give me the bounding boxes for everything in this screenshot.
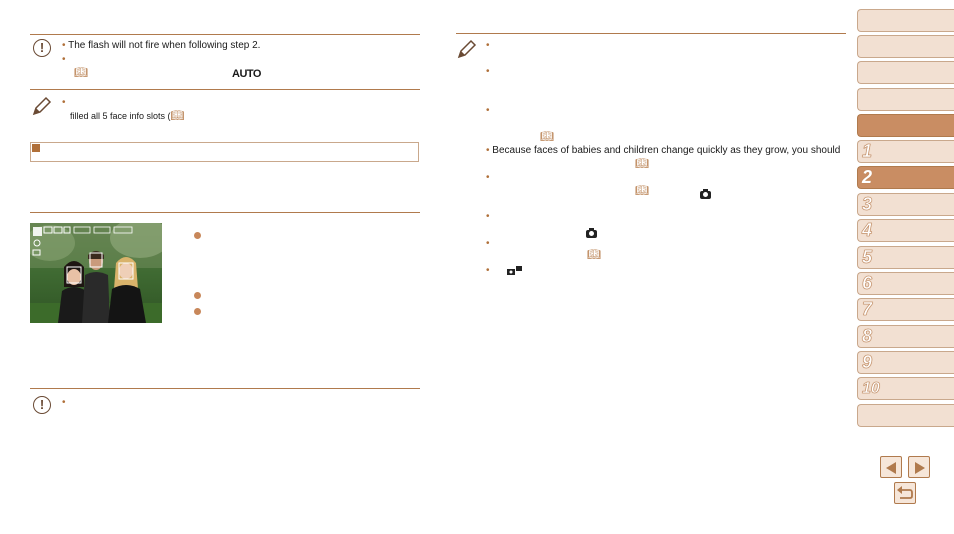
- bullet: •: [486, 105, 490, 116]
- bullet: •: [486, 40, 490, 51]
- sidebar-tab-chapter-9[interactable]: [857, 351, 954, 374]
- return-button[interactable]: [894, 482, 916, 504]
- caution-item: [62, 54, 66, 66]
- bullet: •: [486, 238, 490, 249]
- return-arrow-icon: [895, 483, 915, 503]
- section-rule: [30, 212, 420, 213]
- caution-item: [62, 397, 66, 409]
- sidebar-tab-cover[interactable]: [857, 9, 954, 32]
- chapter-number: 10: [862, 379, 880, 397]
- chapter-number: 1: [862, 141, 873, 161]
- caution-item: [62, 40, 260, 52]
- note-item: [486, 238, 490, 250]
- sidebar-tab-chapter-4[interactable]: [857, 219, 954, 242]
- bullet: •: [486, 172, 490, 183]
- bullet: •: [486, 265, 490, 276]
- page-ref-icon: 📖︎: [170, 110, 185, 122]
- bullet: •: [62, 97, 66, 108]
- sidebar-tab-chapter-3[interactable]: [857, 193, 954, 216]
- sidebar-tab-chapter-10[interactable]: [857, 377, 954, 400]
- sidebar-tab-contents[interactable]: [857, 35, 954, 58]
- camera-screen-photo: [30, 223, 162, 323]
- subheading-marker: [32, 144, 40, 152]
- chapter-number: 4: [862, 220, 873, 240]
- sidebar-tab-advanced-guide[interactable]: [857, 88, 954, 111]
- note-item: [62, 97, 66, 109]
- sidebar-tab-chapter-7[interactable]: [857, 298, 954, 321]
- chapter-number: 3: [862, 194, 873, 214]
- chapter-number: 8: [862, 326, 873, 346]
- sidebar-tab-chapter-2[interactable]: [857, 166, 954, 189]
- step-bullet: [194, 292, 201, 299]
- page-ref-icon: 📖︎: [635, 158, 649, 170]
- section-rule: [30, 89, 420, 90]
- note-item: [486, 66, 490, 78]
- pencil-icon: [456, 38, 478, 60]
- sidebar-tab-basic-guide[interactable]: [857, 61, 954, 84]
- chapter-number: 2: [862, 167, 873, 187]
- bullet: •: [62, 397, 66, 408]
- note-item: [486, 211, 490, 223]
- camera-icon: [700, 191, 711, 199]
- chapter-number: 5: [862, 247, 873, 267]
- chapter-number: 7: [862, 299, 873, 319]
- page-ref-icon: 📖︎: [74, 67, 88, 79]
- section-rule: [30, 34, 420, 35]
- page-ref-icon: 📖︎: [540, 131, 554, 143]
- sidebar-tab-camera-basics[interactable]: [857, 114, 954, 137]
- subheading-bar: [30, 142, 419, 162]
- auto-mode-label: AUTO: [232, 68, 261, 80]
- sidebar-tab-chapter-1[interactable]: [857, 140, 954, 163]
- step-bullet: [194, 308, 201, 315]
- face-id-mode-icon: [507, 266, 522, 275]
- sidebar-tab-chapter-6[interactable]: [857, 272, 954, 295]
- caution-icon: !: [33, 39, 51, 57]
- note-babies-text: Because faces of babies and children change quickly as they grow, you should: [492, 145, 841, 156]
- caution-text: The flash will not fire when following step 2.: [68, 40, 261, 51]
- bullet: •: [62, 40, 66, 51]
- arrow-right-icon: [915, 462, 925, 474]
- note-item: [486, 40, 490, 52]
- note-item: [486, 145, 856, 157]
- caution-icon: !: [33, 396, 51, 414]
- sidebar-tab-chapter-8[interactable]: [857, 325, 954, 348]
- previous-page-button[interactable]: [880, 456, 902, 478]
- section-rule: [456, 33, 846, 34]
- note-text-line: filled all 5 face info slots (: [70, 111, 171, 121]
- page-ref-icon: 📖︎: [587, 249, 601, 261]
- note-item: [486, 172, 490, 184]
- section-rule: [30, 388, 420, 389]
- arrow-left-icon: [886, 462, 896, 474]
- page-ref-icon: 📖︎: [635, 185, 649, 197]
- note-item: [486, 265, 490, 277]
- camera-icon: [586, 230, 597, 238]
- bullet: •: [486, 211, 490, 222]
- bullet: •: [62, 54, 66, 65]
- chapter-number: 6: [862, 273, 873, 293]
- sidebar-tab-index[interactable]: [857, 404, 954, 427]
- bullet: •: [486, 66, 490, 77]
- step-bullet: [194, 232, 201, 239]
- sidebar-tab-chapter-5[interactable]: [857, 246, 954, 269]
- pencil-icon: [31, 95, 53, 117]
- next-page-button[interactable]: [908, 456, 930, 478]
- note-item: [486, 105, 490, 117]
- bullet: •: [486, 145, 490, 156]
- chapter-number: 9: [862, 352, 873, 372]
- note-text: [70, 110, 185, 122]
